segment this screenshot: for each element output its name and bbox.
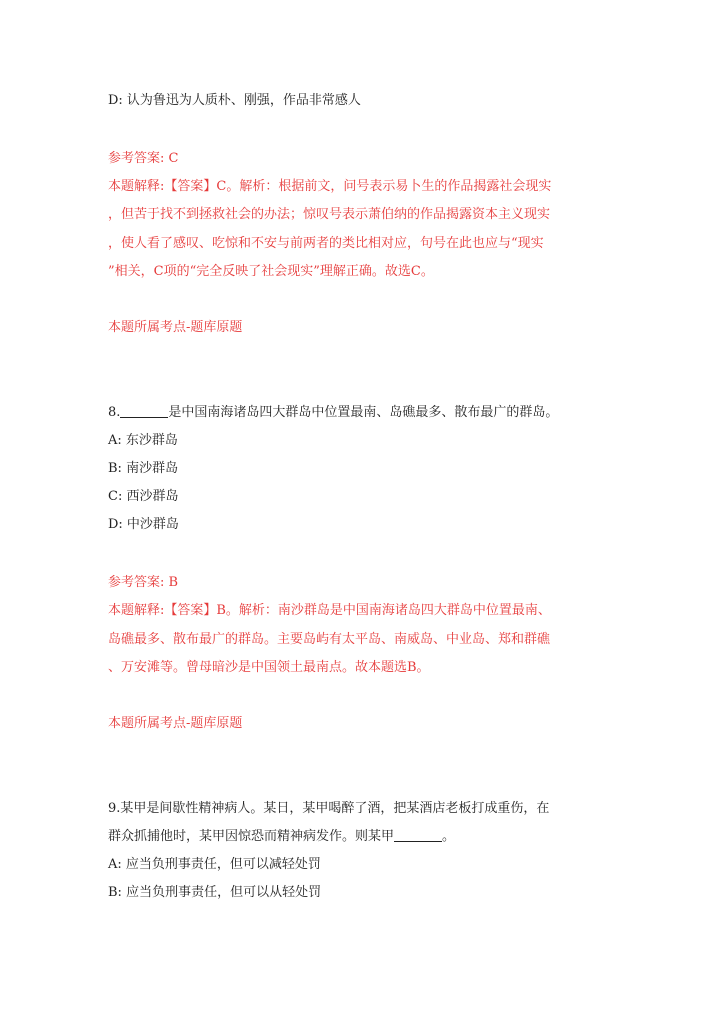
q7-explanation-line: 本题解释:【答案】C。解析：根据前文，问号表示易卜生的作品揭露社会现实: [108, 179, 552, 194]
q8-source: 本题所属考点-题库原题: [108, 716, 243, 731]
q7-option-d: D: 认为鲁迅为人质朴、刚强，作品非常感人: [108, 93, 361, 108]
q8-explanation-line: 本题解释:【答案】B。解析：南沙群岛是中国南海诸岛四大群岛中位置最南、: [108, 603, 551, 618]
q9-blank: [394, 829, 442, 842]
q7-explanation-line: ”相关，C项的“完全反映了社会现实”理解正确。故选C。: [108, 264, 434, 279]
q7-explanation-line: ，使人看了感叹、吃惊和不安与前两者的类比相对应，句号在此也应与“现实: [108, 236, 544, 251]
q7-answer: 参考答案: C: [108, 151, 179, 166]
q8-option-b: B: 南沙群岛: [108, 461, 179, 476]
q9-stem-end: 。: [442, 829, 456, 844]
q8-explanation-line: 岛礁最多、散布最广的群岛。主要岛屿有太平岛、南威岛、中业岛、郑和群礁: [108, 632, 551, 647]
q7-source: 本题所属考点-题库原题: [108, 320, 243, 335]
q9-stem-line: [108, 829, 608, 845]
q8-answer: 参考答案: B: [108, 575, 179, 590]
q8-option-a: A: 东沙群岛: [108, 433, 178, 448]
q9-option-a: A: 应当负刑事责任，但可以减轻处罚: [108, 857, 321, 872]
q8-stem: [108, 405, 608, 421]
q9-stem-line: 9.某甲是间歇性精神病人。某日，某甲喝醉了酒，把某酒店老板打成重伤，在: [108, 801, 550, 816]
q9-stem-text: 群众抓捕他时，某甲因惊恐而精神病发作。则某甲: [108, 829, 395, 844]
q8-blank: [120, 405, 168, 418]
q8-number: 8.: [108, 405, 121, 420]
q7-explanation-line: ，但苦于找不到拯救社会的办法；惊叹号表示萧伯纳的作品揭露资本主义现实: [108, 207, 551, 222]
q8-stem-text: 是中国南海诸岛四大群岛中位置最南、岛礁最多、散布最广的群岛。: [168, 405, 559, 420]
q8-explanation-line: 、万安滩等。曾母暗沙是中国领土最南点。故本题选B。: [108, 660, 430, 675]
q9-option-b: B: 应当负刑事责任，但可以从轻处罚: [108, 885, 322, 900]
q8-option-c: C: 西沙群岛: [108, 489, 179, 504]
q8-option-d: D: 中沙群岛: [108, 517, 179, 532]
